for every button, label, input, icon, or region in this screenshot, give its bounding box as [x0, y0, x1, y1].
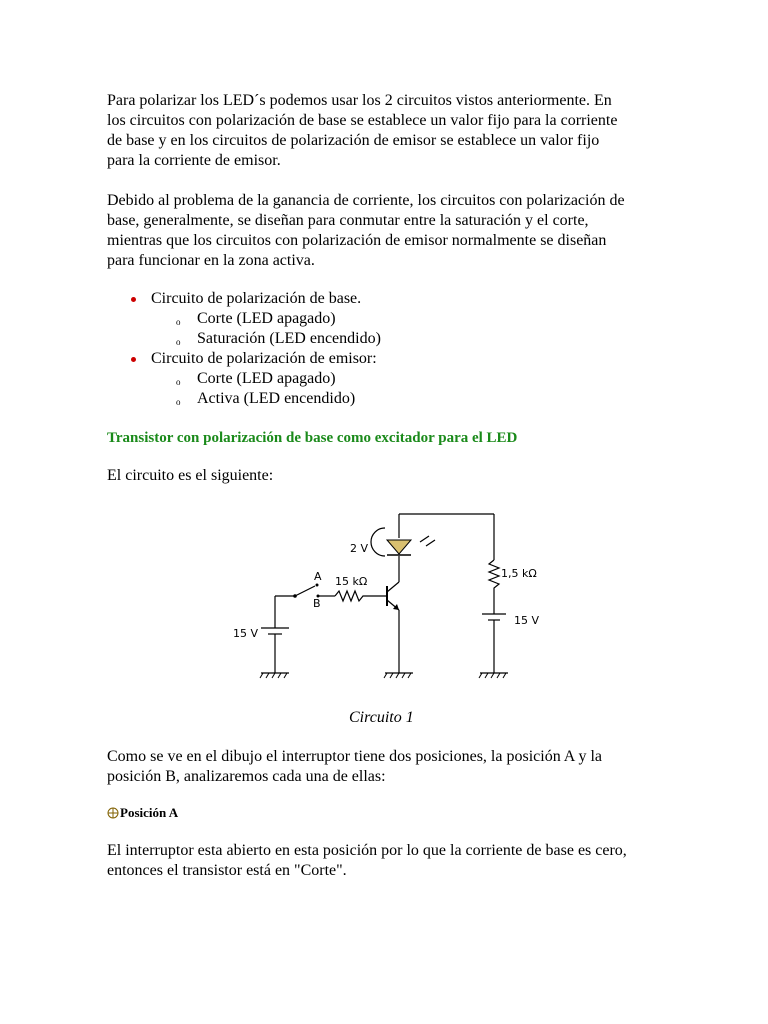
circuit-diagram — [225, 508, 555, 683]
current-gain-paragraph: Debido al problema de la ganancia de corriente, los circuitos con polarización de base, generalmente, se diseñan para conmutar entre la saturación y el corte, mientras que los circuitos con polarización de emisor normalmente se diseñan para funcionar en la zona activa. — [107, 192, 625, 269]
crosshair-icon — [107, 807, 119, 819]
circle-bullet-icon: o — [176, 377, 181, 387]
list-subitem: o Corte (LED apagado) — [176, 370, 336, 387]
bullet-icon — [131, 297, 136, 302]
list-subitem: o Corte (LED apagado) — [176, 310, 336, 327]
section-heading: Transistor con polarización de base como excitador para el LED — [107, 430, 518, 446]
bullet-icon — [131, 357, 136, 362]
positions-intro-paragraph: Como se ve en el dibujo el interruptor tiene dos posiciones, la posición A y la posición B, analizaremos cada una de ellas: — [107, 748, 603, 785]
position-a-paragraph: El interruptor esta abierto en esta posición por lo que la corriente de base es cero, entonces el transistor está en "Corte". — [107, 842, 627, 879]
list-subitem: o Saturación (LED encendido) — [176, 330, 381, 347]
left-source-label: 15 V — [233, 627, 259, 640]
switch-b-label: B — [313, 597, 321, 610]
base-resistor-label: 15 kΩ — [335, 575, 368, 588]
switch-a-label: A — [314, 570, 322, 583]
position-a-heading: Posición A — [107, 803, 178, 823]
list-item: Circuito de polarización de base. — [107, 289, 381, 309]
list-subitem: o Activa (LED encendido) — [176, 390, 356, 407]
figure-caption: Circuito 1 — [349, 709, 414, 726]
circle-bullet-icon: o — [176, 397, 181, 407]
circuit-intro-text: El circuito es el siguiente: — [107, 467, 274, 484]
bias-circuit-list — [107, 289, 381, 409]
collector-resistor-label: 1,5 kΩ — [501, 567, 537, 580]
intro-paragraph: Para polarizar los LED´s podemos usar los 2 circuitos vistos anteriormente. En los circuitos con polarización de base se establece un valor fijo para la corriente de base y en los circuitos de polarización de emisor se establece un valor fijo para la corriente de emisor. — [107, 92, 618, 169]
led-voltage-label: 2 V — [350, 542, 369, 555]
circle-bullet-icon: o — [176, 337, 181, 347]
list-item: Circuito de polarización de emisor: — [107, 349, 381, 369]
right-source-label: 15 V — [514, 614, 540, 627]
circle-bullet-icon: o — [176, 317, 181, 327]
